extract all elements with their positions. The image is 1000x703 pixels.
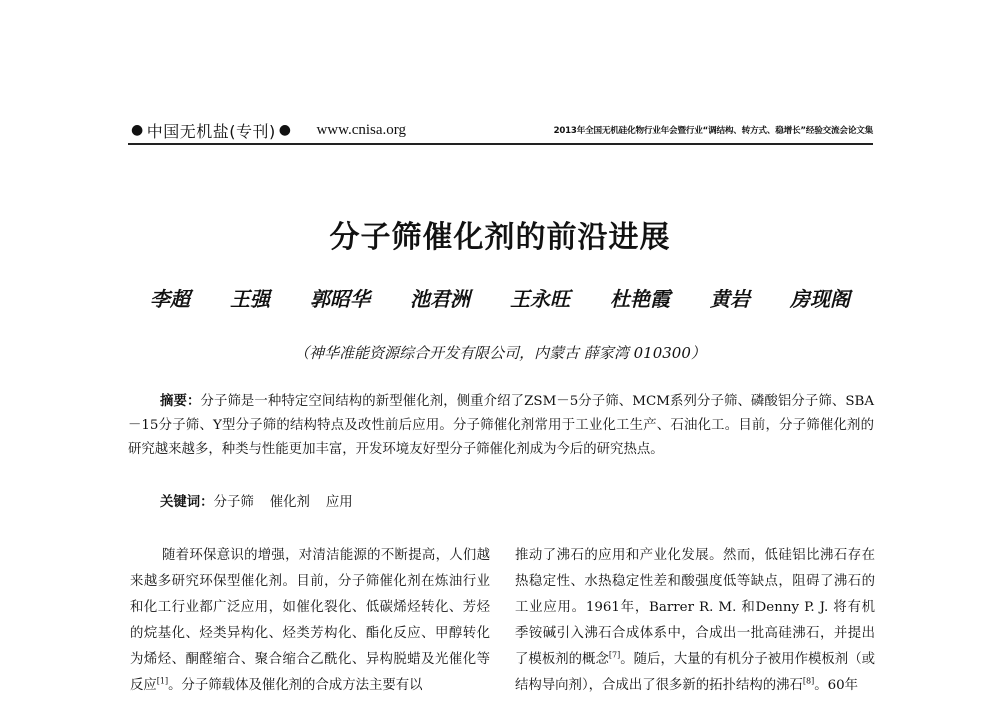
author: 房现阁: [790, 287, 850, 311]
journal-title: 中国无机盐(专刊): [146, 121, 276, 141]
author: 王强: [230, 287, 270, 311]
author: 王永旺: [510, 287, 570, 311]
body-text: 推动了沸石的应用和产业化发展。然而，低硅铝比沸石存在热稳定性、水热稳定性差和酸强度低等缺点，阻碍了沸石的工业应用。1961年，Barrer R. M. 和Denny P. J. 将有机季铵碱引入沸石合成体系中，合成出一批高硅沸石，并提出了模板剂的概念: [515, 548, 875, 667]
keyword: 分子筛: [213, 495, 254, 510]
citation: [8]: [802, 676, 815, 686]
body-text: 随着环保意识的增强，对清洁能源的不断提高，人们越来越多研究环保型催化剂。目前，分子筛催化剂在炼油行业和化工行业都广泛应用，如催化裂化、低碳烯烃转化、芳烃的烷基化、烃类异构化、烃类芳构化、酯化反应、甲醇转化为烯烃、酮醛缩合、聚合缩合乙酰化、异构脱蜡及光催化等反应: [130, 548, 490, 693]
conference-title: 2013年全国无机硅化物行业年会暨行业“调结构、转方式、稳增长”经验交流会论文集: [553, 126, 873, 136]
bullet-icon: ●: [131, 122, 144, 138]
body-column-left: [130, 543, 490, 699]
keywords: [160, 491, 353, 510]
author: 黄岩: [710, 287, 750, 311]
journal-name: [128, 119, 294, 142]
abstract-label: 摘要：: [160, 393, 201, 409]
author: 池君洲: [410, 287, 470, 311]
paper-title: 分子筛催化剂的前沿进展: [329, 220, 671, 255]
keywords-label: 关键词：: [160, 494, 214, 510]
abstract: [128, 389, 874, 462]
author: 杜艳霞: [610, 287, 670, 311]
body-text: 。分子筛载体及催化剂的合成方法主要有以: [168, 678, 423, 693]
keyword: 催化剂: [269, 495, 310, 510]
affiliation: （神华准能资源综合开发有限公司，内蒙古 薛家湾 010300）: [294, 344, 706, 362]
bullet-icon: ●: [278, 122, 292, 138]
author-list: [150, 283, 850, 312]
keyword: 应用: [325, 495, 353, 510]
author: 郭昭华: [310, 287, 370, 311]
author: 李超: [150, 287, 190, 311]
body-text: 。60年: [814, 678, 859, 693]
citation: [1]: [156, 676, 169, 686]
body-text: 。随后，大量的有机分子被用作模板剂（或结构导向剂），合成出了很多新的拓扑结构的沸石: [515, 652, 876, 693]
citation: [7]: [608, 650, 621, 660]
body-column-right: [515, 543, 875, 699]
abstract-text: 分子筛是一种特定空间结构的新型催化剂，侧重介绍了ZSM－5分子筛、MCM系列分子筛、磷酸铝分子筛、SBA－15分子筛、Y型分子筛的结构特点及改性前后应用。分子筛催化剂常用于工业化工生产、石油化工。目前，分子筛催化剂的研究越来越多，种类与性能更加丰富，开发环境友好型分子筛催化剂成为今后的研究热点。: [128, 394, 875, 457]
journal-website: www.cnisa.org: [316, 121, 407, 138]
page-header: [128, 117, 873, 145]
